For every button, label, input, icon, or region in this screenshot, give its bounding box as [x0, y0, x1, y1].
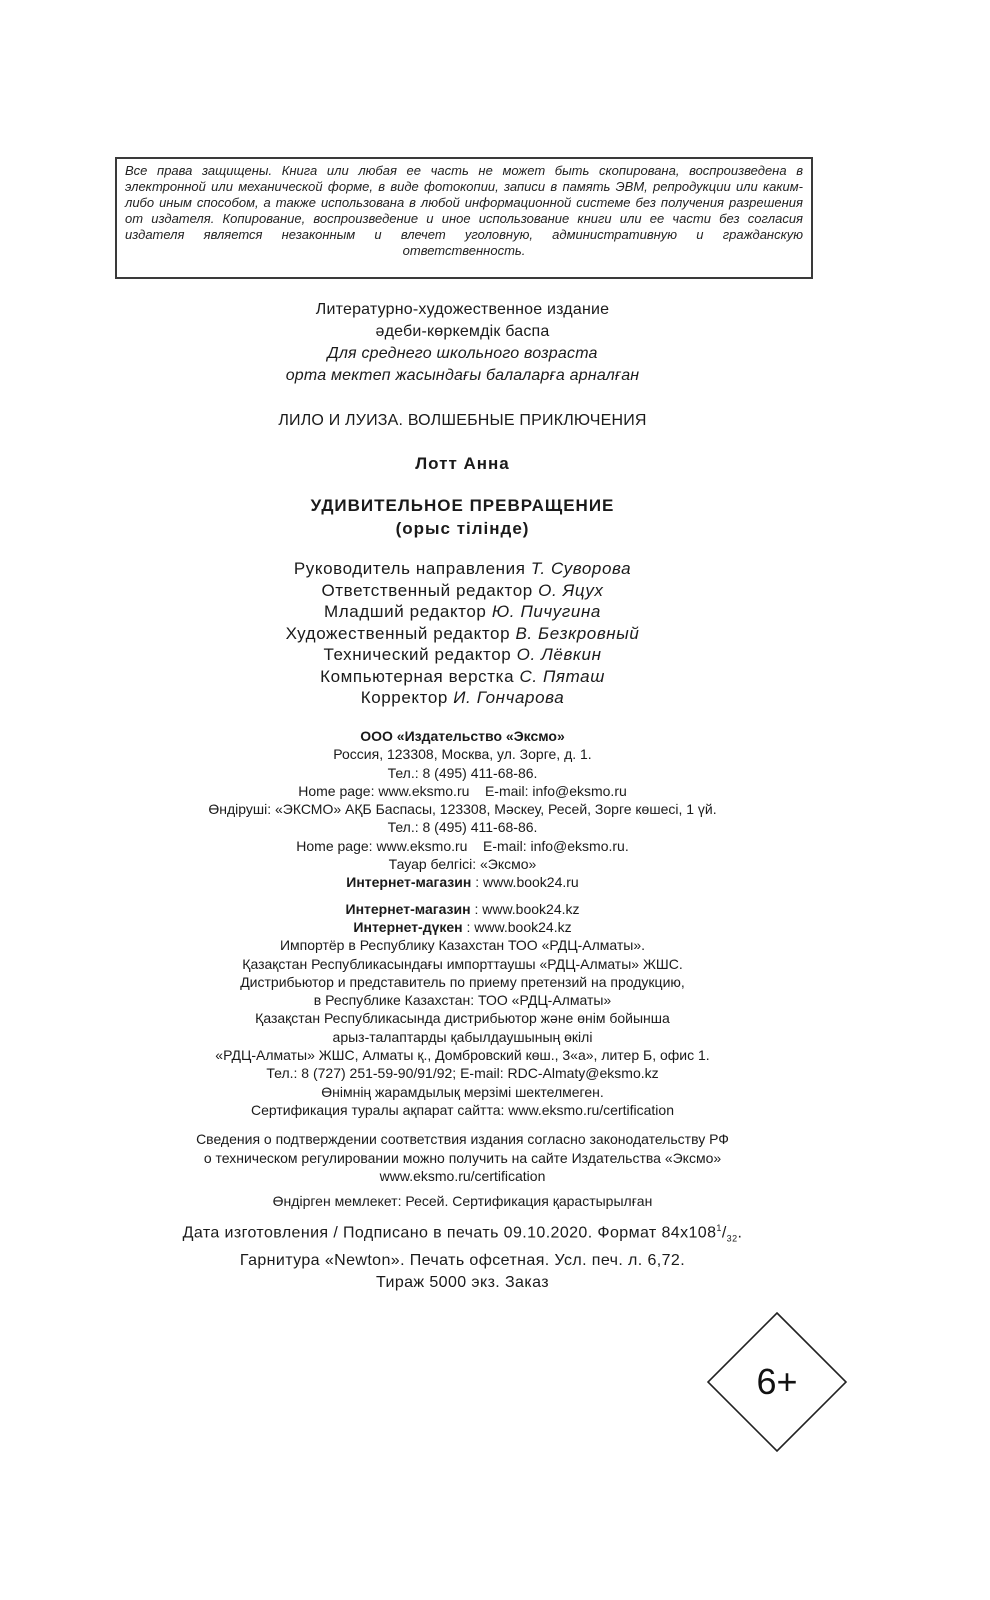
credit-role: Технический редактор: [323, 645, 512, 664]
publisher-info: [0, 727, 925, 1119]
credit-line: [0, 687, 925, 709]
credit-name: С. Пяташ: [519, 666, 605, 686]
publisher-kz-web: Home page: www.eksmo.ru E-mail: info@eksmo.ru.: [296, 837, 629, 854]
credit-role: Ответственный редактор: [321, 580, 533, 600]
copyright-notice: Все права защищены. Книга или любая ее часть не может быть скопирована, воспроизведена в электронной или механической форме, в виде фотокопии, записи в память ЭВМ, репродукции или каким-либо иным способом, а также использована в любой информационной системе без получения разрешения от издателя. Копирование, воспроизведение и иное использование книги или ее части без согласия издателя является незаконным и влечет уголовную, административную и гражданскую ответственность.: [115, 157, 813, 279]
publisher-web: Home page: www.eksmo.ru E-mail: info@eksmo.ru: [298, 782, 627, 799]
edition-type-ru: Литературно-художественное издание: [315, 301, 610, 318]
certification-block: [0, 1130, 925, 1186]
credits-list: [0, 558, 925, 709]
publisher-kz-phone: Тел.: 8 (495) 411-68-86.: [387, 819, 538, 836]
shop-kz2: [0, 918, 925, 936]
shop-kz-label: Интернет-магазин: [345, 900, 471, 917]
distributor-kz-2: арыз-талаптарды қабылдаушының өкілі: [332, 1028, 593, 1045]
shop-ru-label: Интернет-магазин: [346, 874, 472, 891]
print-info: [0, 1217, 925, 1294]
credit-name: О. Яцух: [538, 580, 604, 600]
edition-type-kz: әдеби-көркемдік баспа: [375, 323, 550, 340]
credit-line: [0, 558, 925, 580]
credit-line: [0, 601, 925, 623]
age-rating-text: 6+: [756, 1361, 798, 1402]
shop-kz-url: : www.book24.kz: [470, 900, 580, 917]
importer-ru: Импортёр в Республику Казахстан ТОО «РДЦ-Алматы».: [279, 937, 646, 954]
trademark: Тауар белгісі: «Эксмо»: [388, 856, 537, 873]
shop-ru: [0, 873, 925, 891]
distributor-ru-1: Дистрибьютор и представитель по приему претензий на продукцию,: [240, 973, 685, 990]
age-group-kz: орта мектеп жасындағы балаларға арналған: [285, 367, 640, 384]
credit-role: Корректор: [360, 688, 448, 707]
credit-name: И. Гончарова: [453, 688, 565, 707]
print-line-end: .: [737, 1224, 743, 1242]
age-group-ru: Для среднего школьного возраста: [327, 345, 598, 362]
edition-info: [0, 299, 925, 387]
distributor-contacts: Тел.: 8 (727) 251-59-90/91/92; E-mail: RDC-Almaty@eksmo.kz: [266, 1065, 659, 1082]
publisher-name: ООО «Издательство «Эксмо»: [360, 728, 565, 744]
certification-line-2: о техническом регулировании можно получить на сайте Издательства «Эксмо»: [203, 1149, 722, 1166]
distributor-kz-1: Қазақстан Республикасында дистрибьютор және өнім бойынша: [255, 1010, 670, 1027]
credit-name: Т. Суворова: [530, 559, 632, 578]
credit-role: Младший редактор: [324, 602, 487, 621]
shop-ru-url: : www.book24.ru: [471, 874, 579, 891]
print-typeface: Гарнитура «Newton». Печать офсетная. Усл. печ. л. 6,72.: [239, 1251, 686, 1269]
credit-name: О. Лёвкин: [516, 645, 602, 664]
book-language: (орыс тілінде): [395, 519, 530, 538]
publisher-kz-maker: Өндіруші: «ЭКСМО» АҚБ Баспасы, 123308, Мәскеу, Ресей, Зорге көшесі, 1 үй.: [208, 801, 717, 818]
country-of-origin: Өндірген мемлекет: Ресей. Сертификация қарастырылған: [272, 1193, 653, 1209]
shop-kz2-label: Интернет-дүкен: [353, 918, 463, 935]
credit-role: Художественный редактор: [285, 623, 511, 643]
credit-name: В. Безкровный: [515, 623, 640, 643]
importer-kz: Қазақстан Республикасындағы импорттаушы «РДЦ-Алматы» ЖШС.: [242, 955, 683, 972]
distributor-ru-2: в Республике Казахстан: ТОО «РДЦ-Алматы»: [313, 992, 612, 1009]
print-run: Тираж 5000 экз. Заказ: [376, 1273, 549, 1291]
certification-info-kz: Сертификация туралы ақпарат сайтта: www.eksmo.ru/certification: [251, 1101, 674, 1118]
publisher-phone: Тел.: 8 (495) 411-68-86.: [387, 764, 538, 781]
format-fraction-den: 32: [726, 1233, 738, 1244]
book-title: УДИВИТЕЛЬНОЕ ПРЕВРАЩЕНИЕ: [310, 496, 615, 515]
author-name: Лотт Анна: [415, 454, 510, 473]
credit-line: [0, 644, 925, 666]
credit-line: [0, 580, 925, 602]
age-rating-badge: [707, 1312, 847, 1452]
print-date-format: Дата изготовления / Подписано в печать 09.10.2020. Формат $84x108^1/_{32}$.: [182, 1223, 743, 1244]
credit-role: Компьютерная верстка: [320, 666, 515, 686]
distributor-address: «РДЦ-Алматы» ЖШС, Алматы қ., Домбровский көш., 3«а», литер Б, офис 1.: [215, 1047, 710, 1064]
shop-kz2-url: : www.book24.kz: [462, 918, 572, 935]
print-date-text: Дата изготовления / Подписано в печать 09.10.2020. Формат 84x108: [182, 1224, 717, 1242]
credit-line: [0, 623, 925, 645]
expiry-note: Өнімнің жарамдылық мерзімі шектелмеген.: [321, 1083, 604, 1100]
series-title: ЛИЛО И ЛУИЗА. ВОЛШЕБНЫЕ ПРИКЛЮЧЕНИЯ: [278, 412, 647, 429]
credit-line: [0, 666, 925, 688]
certification-url: www.eksmo.ru/certification: [379, 1168, 546, 1184]
shop-kz: [0, 900, 925, 918]
certification-line-1: Сведения о подтверждении соответствия издания согласно законодательству РФ: [196, 1131, 729, 1147]
format-fraction-num: 1: [716, 1223, 722, 1233]
credit-name: Ю. Пичугина: [491, 602, 601, 621]
book-title-block: [0, 494, 925, 540]
publisher-address: Россия, 123308, Москва, ул. Зорге, д. 1.: [333, 746, 592, 763]
credit-role: Руководитель направления: [293, 559, 526, 578]
